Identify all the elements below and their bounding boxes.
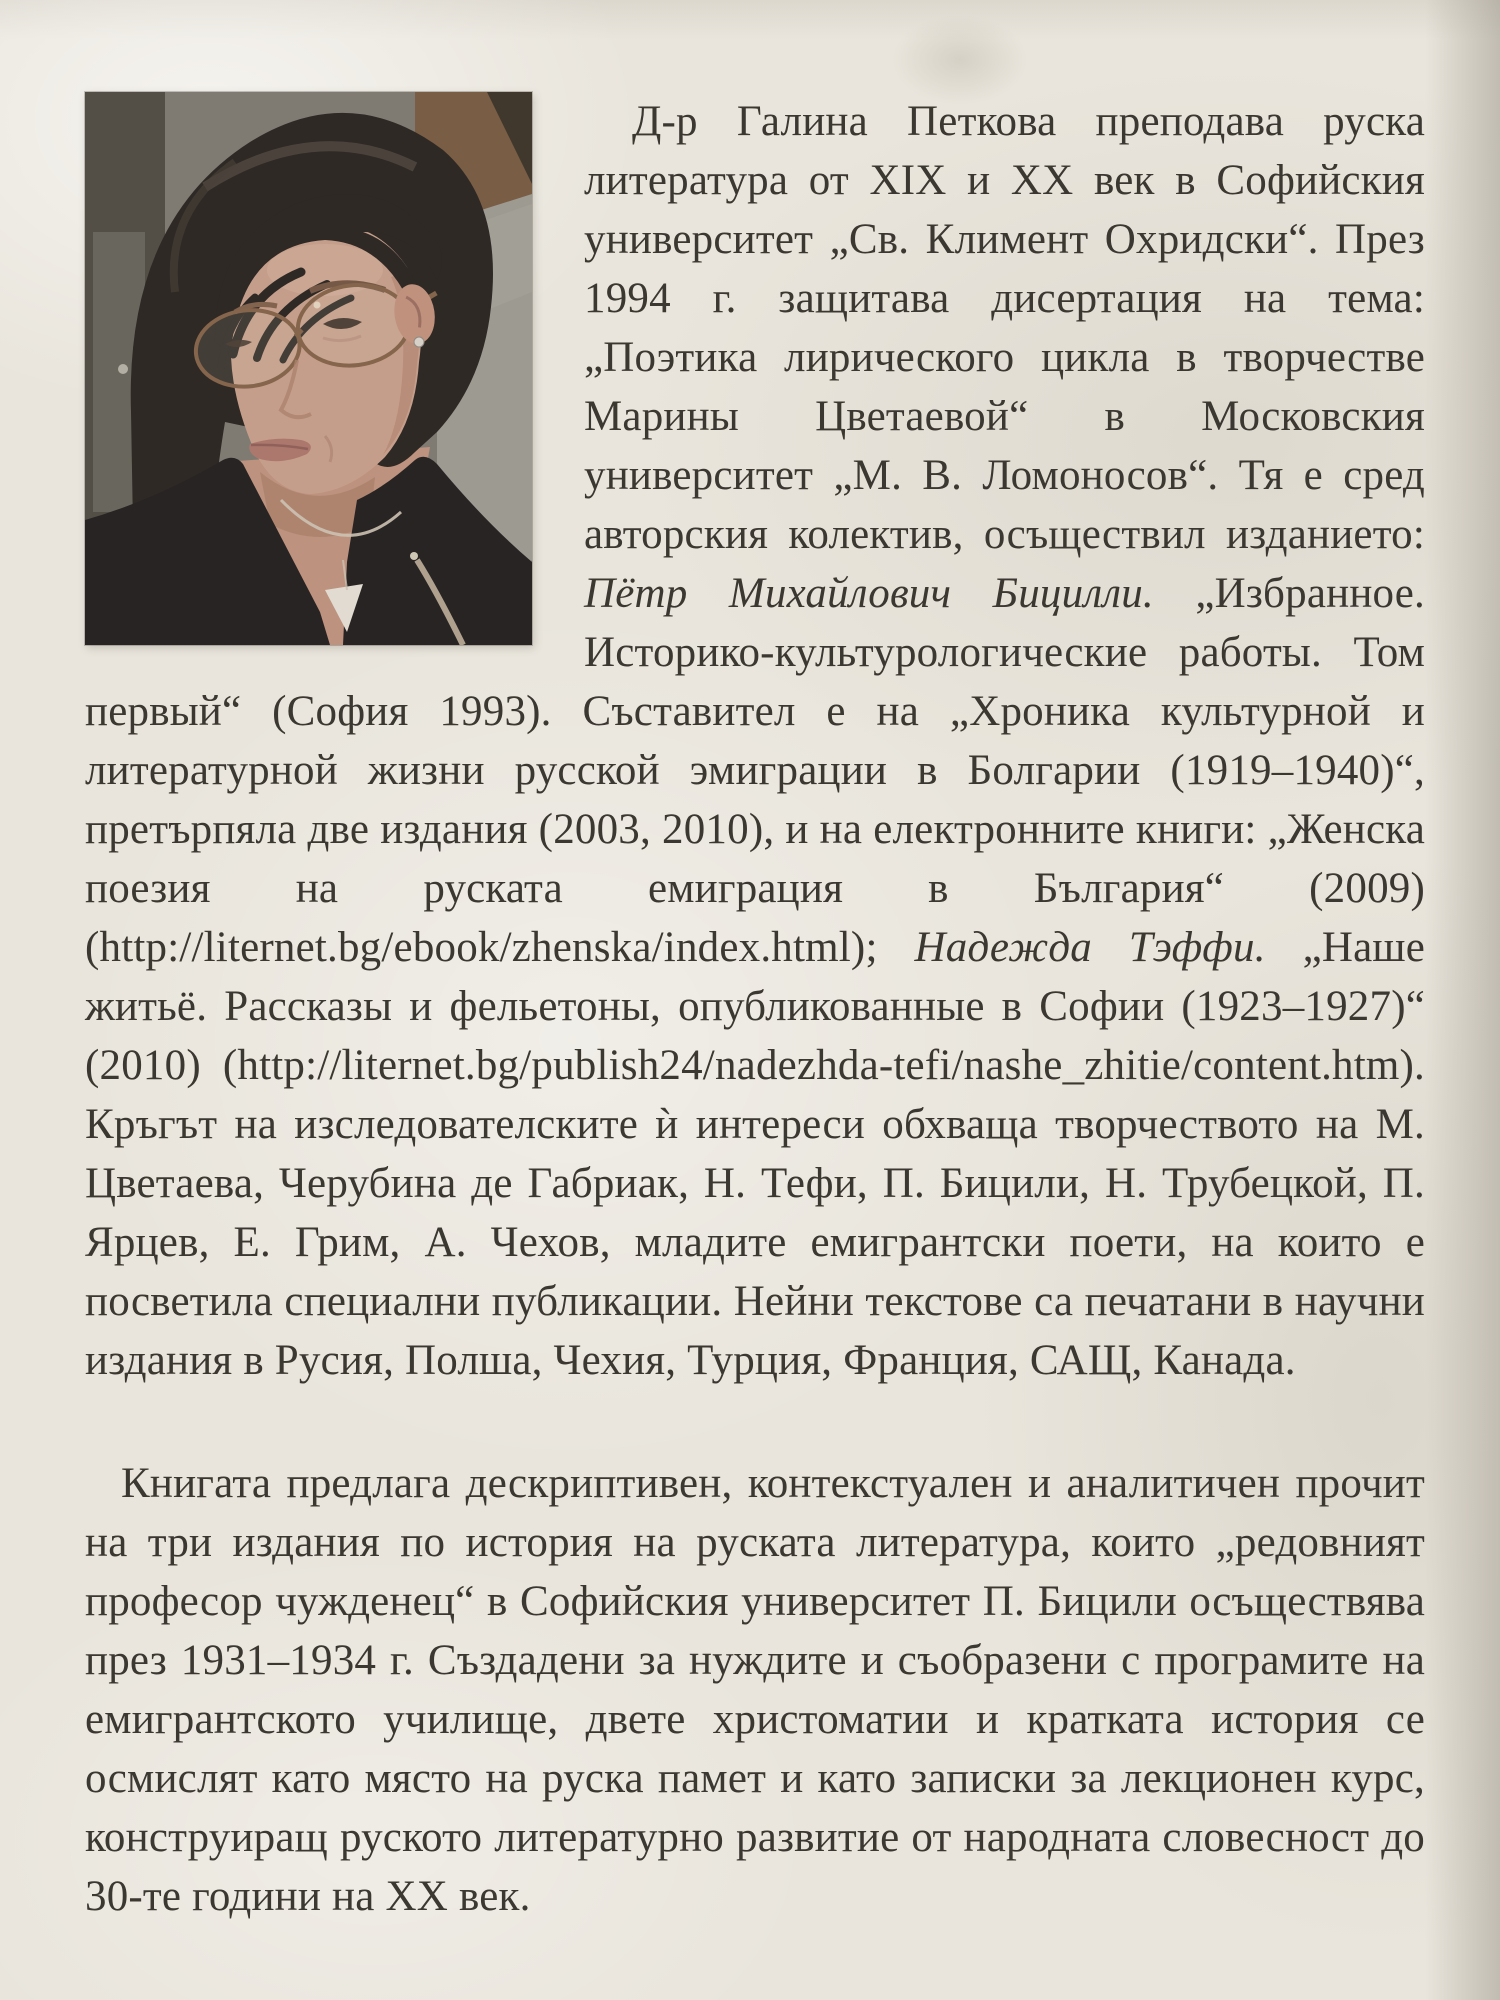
author-photo — [85, 92, 532, 645]
author-photo-graphic — [85, 92, 532, 645]
bio-paragraph-2: Книгата предлага дескриптивен, контекстуален и аналитичен прочит на три издания по история на руската литература, които „редовният професор чужденец“ в Софийския университет П. Бицили осъществява през 1931–1934 г. Създадени за нуждите и съобразени с програмите на емигрантското училище, двете христоматии и кратката история се осмислят като място на руска памет и като записки за лекционен курс, конструиращ руското литературно развитие от народната словесност до 30-те години на XX век. — [85, 1460, 1425, 1920]
bio-paragraph-1: Д-р Галина Петкова преподава руска литература от XIX и XX век в Софийския университет „Св. Климент Охридски“. През 1994 г. защитава дисертация на тема: „Поэтика лирического цикла в творчестве Марины Цветаевой“ в Московския университет „М. В. Ломоносов“. Тя е сред авторския колектив, осъществил изданието: Пётр Михайлович Бицилли. „Избранное. Историко-культурологические работы. Том первый“ (София 1993). Съставител е на „Хроника культурной и литературной жизни русской эмиграции в Болгарии (1919–1940)“, претърпяла две издания (2003, 2010), и на електронните книги: „Женска поезия на руската емиграция в България“ (2009) (http://liternet.bg/ebook/zhenska/index.html); Надежда Тэффи. „Наше житьё. Рассказы и фельетоны, опубликованные в Софии (1923–1927)“ (2010) (http://liternet.bg/publish24/nadezhda-tefi/nashe_zhitie/content.htm). Кръгът на изследователските ѝ интереси обхваща творчеството на М. Цветаева, Черубина де Габриак, Н. Тефи, П. Бицили, Н. Трубецкой, П. Ярцев, Е. Грим, А. Чехов, младите емигрантски поети, на които е посветила специални публикации. Нейни текстове са печатани в научни издания в Русия, Полша, Чехия, Турция, Франция, САЩ, Канада. — [85, 98, 1425, 1384]
